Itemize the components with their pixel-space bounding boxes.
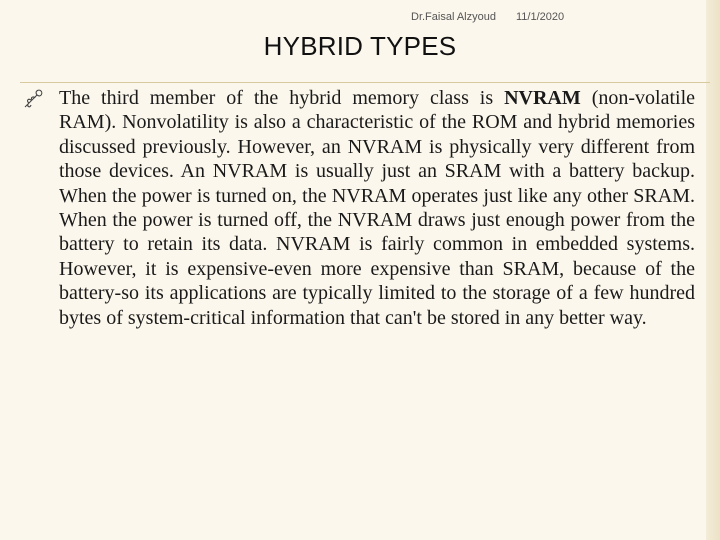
- slide-header: [0, 11, 720, 27]
- slide-date: 11/1/2020: [516, 11, 565, 23]
- body-text-bold-term: NVRAM: [504, 87, 581, 109]
- author-name: Dr.Faisal Alzyoud: [411, 11, 496, 23]
- body-text-start: The third member of the hybrid memory class is: [59, 87, 505, 109]
- fleur-ornament-icon: [22, 88, 44, 110]
- slide-title: HYBRID TYPES: [263, 31, 457, 61]
- body-text-rest: (non-volatile RAM). Nonvolatility is also a characteristic of the ROM and hybrid memories discussed previously. However, an NVRAM is physically very different from those devices. An NVRAM is usually just an SRAM with a battery backup. When the power is turned on, the NVRAM operates just like any other SRAM. When the power is turned off, the NVRAM draws just enough power from the battery to retain its data. NVRAM is fairly common in embedded systems. However, it is expensive-even more expensive than SRAM, because of the battery-so its applications are typically limited to the storage of a few hundred bytes of system-critical information that can't be stored in any better way.: [59, 87, 695, 329]
- body-paragraph: [59, 86, 695, 330]
- decorative-side-band: [706, 0, 720, 540]
- title-divider: [20, 82, 710, 83]
